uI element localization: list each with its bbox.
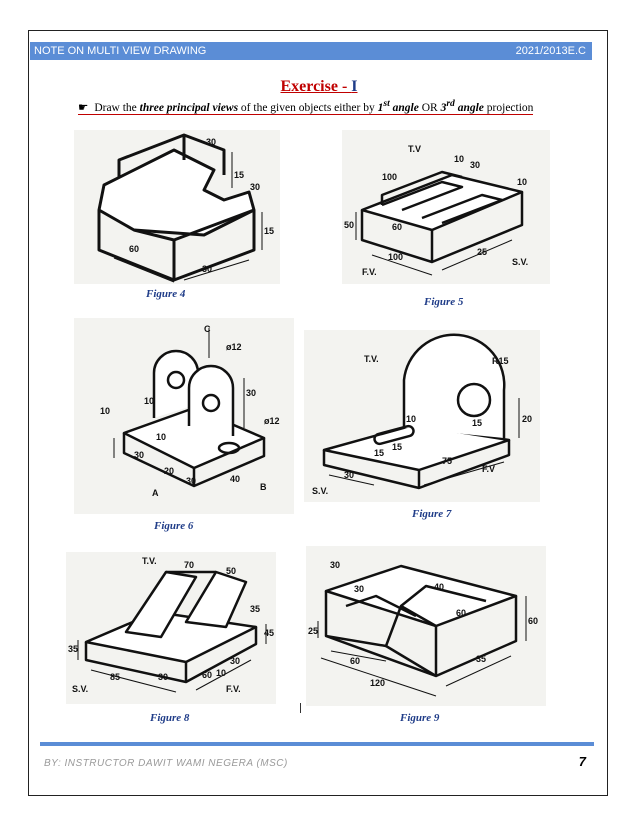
- instruction-third-sup: rd: [446, 98, 455, 109]
- fig9-dim-g: 120: [370, 678, 386, 688]
- fig6-dim-f: 20: [164, 466, 175, 476]
- instruction-third-angle: angle: [454, 101, 484, 114]
- fig6-dim-g: 10: [100, 406, 111, 416]
- fig8-dim-c: 35: [250, 604, 261, 614]
- figure-6-drawing: [74, 318, 294, 514]
- fig5-dim-c: 100: [382, 172, 398, 182]
- header-title: NOTE ON MULTI VIEW DRAWING: [34, 45, 207, 57]
- figure-4-image: [74, 130, 280, 284]
- text-cursor-mark: [300, 703, 301, 713]
- fig7-sv-label: S.V.: [312, 486, 329, 496]
- fig8-sv-label: S.V.: [72, 684, 89, 694]
- instruction: [78, 98, 533, 115]
- instruction-or: OR: [418, 101, 441, 114]
- fig5-tv-label: T.V: [408, 144, 422, 154]
- fig9-dim-d: 60: [456, 608, 467, 618]
- instruction-emphasis: three principal views: [139, 101, 239, 114]
- fig7-dim-g: 15: [392, 442, 403, 452]
- fig9-dim-b: 30: [354, 584, 365, 594]
- fig6-b-label: B: [260, 482, 267, 492]
- fig9-dim-e: 25: [308, 626, 319, 636]
- fig4-dim-c: 30: [250, 182, 261, 192]
- fig5-dim-b: 30: [470, 160, 481, 170]
- fig5-dim-h: 25: [477, 247, 488, 257]
- instruction-suffix: projection: [483, 101, 534, 114]
- header-year: 2021/2013E.C: [515, 45, 586, 57]
- figure-6-image: [74, 318, 294, 514]
- fig6-dim-i: 30: [186, 476, 197, 486]
- fig4-dim-b: 15: [234, 170, 245, 180]
- figure-4-caption: Figure 4: [146, 288, 186, 300]
- fig8-tv-label: T.V.: [142, 556, 157, 566]
- fig8-dim-b: 50: [226, 566, 237, 576]
- fig7-dim-d: 30: [344, 470, 355, 480]
- fig4-dim-d: 15: [264, 226, 275, 236]
- fig6-dim-b: ø12: [264, 416, 280, 426]
- pointing-hand-icon: ☛: [78, 99, 89, 114]
- fig4-dim-a: 30: [206, 137, 217, 147]
- figure-9-caption: Figure 9: [400, 712, 440, 724]
- fig5-sv-label: S.V.: [512, 257, 529, 267]
- fig5-dim-a: 10: [454, 154, 465, 164]
- fig7-dim-h: 10: [406, 414, 417, 424]
- figure-4-drawing: [74, 130, 280, 284]
- fig9-dim-c: 40: [434, 582, 445, 592]
- fig5-dim-g: 100: [388, 252, 404, 262]
- figure-5-image: [342, 130, 550, 284]
- fig8-dim-d: 45: [264, 628, 275, 638]
- fig9-dim-i: 60: [528, 616, 539, 626]
- fig8-dim-j: 10: [216, 668, 227, 678]
- fig8-dim-i: 30: [230, 656, 241, 666]
- instruction-first-angle: angle: [389, 101, 419, 114]
- fig7-dim-e: 75: [442, 456, 453, 466]
- instruction-first: 1: [377, 101, 384, 114]
- title-numeral: I: [351, 78, 358, 95]
- instruction-third: 3: [440, 101, 447, 114]
- fig9-dim-h: 35: [476, 654, 487, 664]
- fig6-a-label: A: [152, 488, 159, 498]
- fig7-dim-f: 15: [374, 448, 385, 458]
- figure-7-image: [304, 330, 540, 502]
- fig7-tv-label: T.V.: [364, 354, 379, 364]
- page-title: [0, 78, 638, 96]
- instruction-mid: of the given objects either by: [238, 101, 378, 114]
- fig6-dim-c: 30: [246, 388, 257, 398]
- figure-8-drawing: [66, 552, 276, 704]
- figure-9-image: [306, 546, 546, 706]
- fig7-dim-a: R15: [492, 356, 509, 366]
- figure-6-caption: Figure 6: [154, 520, 194, 532]
- footer-rule: [40, 742, 594, 746]
- fig8-fv-label: F.V.: [226, 684, 241, 694]
- fig6-dim-j: 10: [144, 396, 155, 406]
- page-number: 7: [578, 754, 586, 769]
- figure-9-drawing: [306, 546, 546, 706]
- fig6-dim-e: 40: [230, 474, 241, 484]
- figure-7-drawing: [304, 330, 540, 502]
- fig6-dim-d: 30: [134, 450, 145, 460]
- fig6-dim-a: ø12: [226, 342, 242, 352]
- footer-author: BY: INSTRUCTOR DAWIT WAMI NEGERA (MSC): [44, 758, 288, 769]
- fig8-dim-a: 70: [184, 560, 195, 570]
- figure-8-caption: Figure 8: [150, 712, 190, 724]
- instruction-prefix: Draw the: [94, 101, 140, 114]
- figure-5-drawing: [342, 130, 550, 284]
- fig4-dim-e: 60: [129, 244, 140, 254]
- fig5-dim-e: 60: [392, 222, 403, 232]
- title-text: Exercise -: [280, 78, 352, 95]
- fig8-dim-g: 30: [158, 672, 169, 682]
- header-bar: [30, 42, 592, 60]
- fig6-c-label: C: [204, 324, 211, 334]
- fig8-dim-f: 85: [110, 672, 121, 682]
- fig7-dim-c: 15: [472, 418, 483, 428]
- figure-5-caption: Figure 5: [424, 296, 464, 308]
- fig9-dim-a: 30: [330, 560, 341, 570]
- fig9-dim-f: 60: [350, 656, 361, 666]
- figure-7-caption: Figure 7: [412, 508, 452, 520]
- fig5-fv-label: F.V.: [362, 267, 377, 277]
- figure-8-image: [66, 552, 276, 704]
- fig4-dim-f: 30: [202, 264, 213, 274]
- fig7-fv-label: F.V: [482, 464, 496, 474]
- fig5-dim-f: 50: [344, 220, 355, 230]
- instruction-first-sup: st: [383, 98, 390, 109]
- fig5-dim-d: 10: [517, 177, 528, 187]
- fig7-dim-b: 20: [522, 414, 533, 424]
- fig6-dim-h: 10: [156, 432, 167, 442]
- fig8-dim-h: 60: [202, 670, 213, 680]
- fig8-dim-e: 35: [68, 644, 79, 654]
